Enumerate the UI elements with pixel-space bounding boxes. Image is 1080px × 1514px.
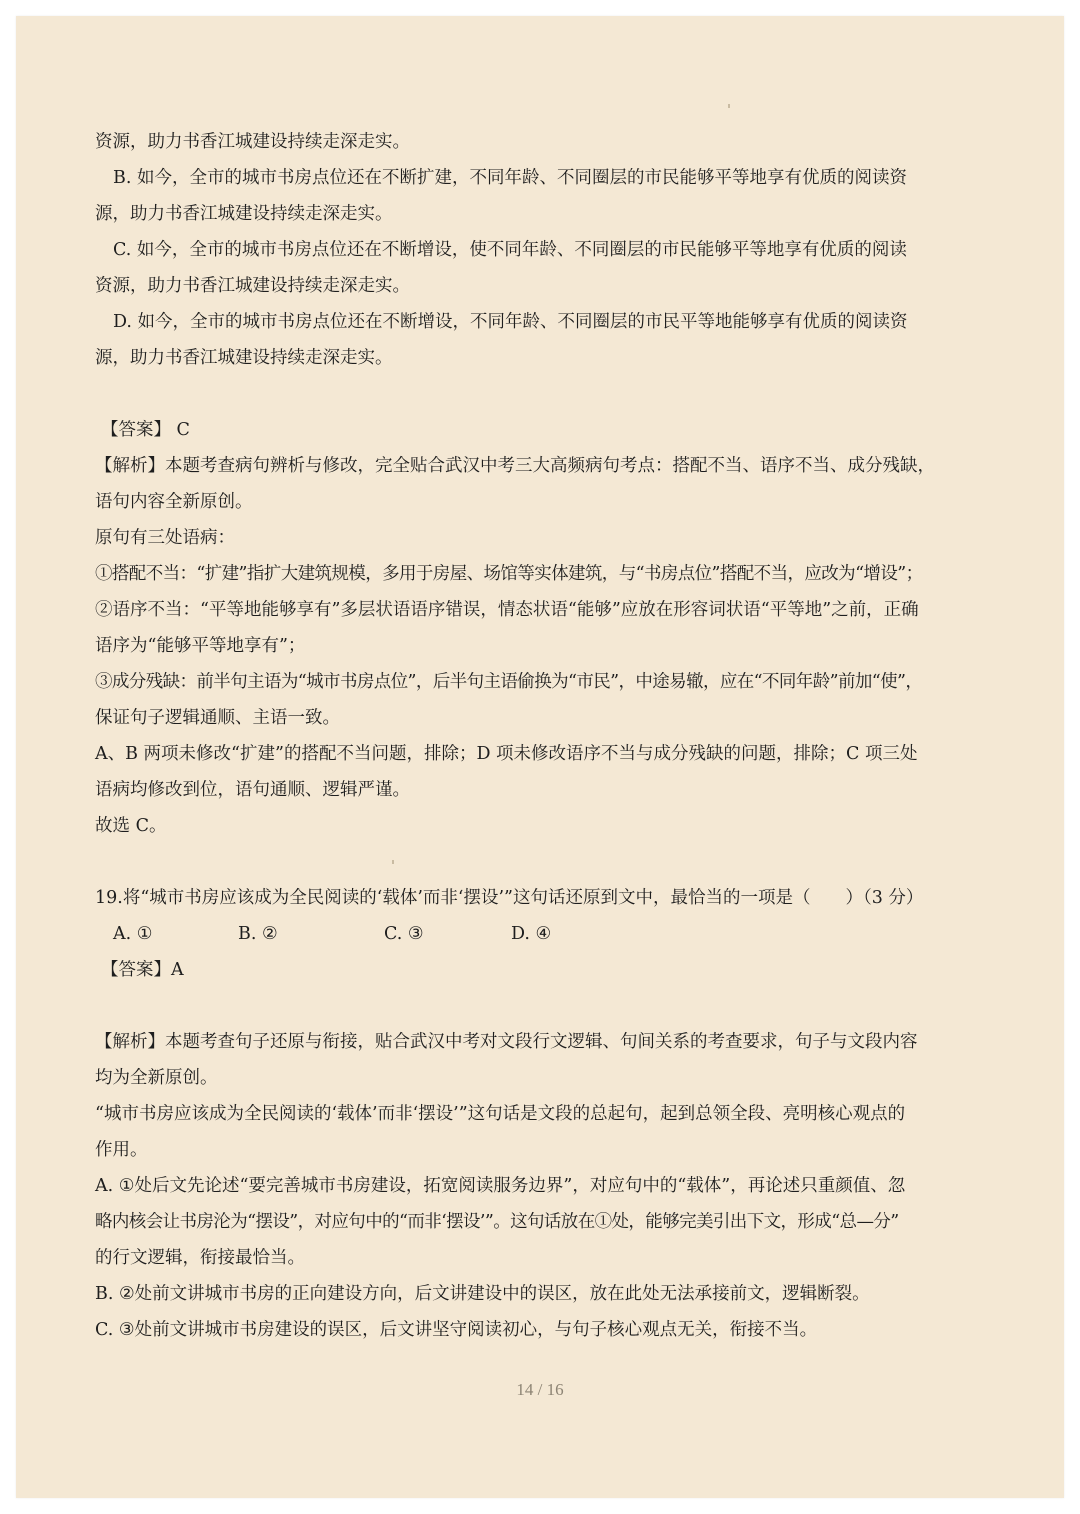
analysis-19-line: 的行文逻辑，衔接最恰当。 bbox=[95, 1248, 305, 1268]
option-d-line-2: 源，助力书香江城建设持续走深走实。 bbox=[95, 348, 393, 368]
option-a-continuation: 资源，助力书香江城建设持续走深走实。 bbox=[95, 132, 410, 152]
analysis-19-line: 均为全新原创。 bbox=[95, 1068, 218, 1088]
page-number: 14 / 16 bbox=[516, 1380, 564, 1399]
question-19-options bbox=[95, 916, 967, 952]
analysis-18-line: 语序为“能够平等地享有”； bbox=[95, 636, 306, 656]
analysis-19-line: C. ③处前文讲城市书房建设的误区，后文讲坚守阅读初心，与句子核心观点无关，衔接不当。 bbox=[95, 1320, 818, 1340]
option-b-line-1: B. 如今，全市的城市书房点位还在不断扩建，不同年龄、不同圈层的市民能够平等地享有优质的阅读资 bbox=[113, 168, 907, 188]
analysis-19-line: “城市书房应该成为全民阅读的‘载体’而非‘摆设’”这句话是文段的总起句，起到总领全段、亮明核心观点的 bbox=[95, 1104, 906, 1124]
analysis-19-line: 【解析】本题考查句子还原与衔接，贴合武汉中考对文段行文逻辑、句间关系的考查要求，句子与文段内容 bbox=[95, 1032, 918, 1052]
analysis-18-line: 保证句子逻辑通顺、主语一致。 bbox=[95, 708, 340, 728]
page-content bbox=[95, 124, 967, 1348]
option-c: C. ③ bbox=[384, 924, 424, 944]
analysis-18-line: ③成分残缺：前半句主语为“城市书房点位”，后半句主语偷换为“市民”，中途易辙，应在“不同年龄”前加“使”， bbox=[95, 672, 923, 692]
analysis-18-line: ②语序不当：“平等地能够享有”多层状语语序错误，情态状语“能够”应放在形容词状语“平等地”之前，正确 bbox=[95, 600, 919, 620]
option-b: B. ② bbox=[238, 924, 278, 944]
analysis-18-line: 【解析】本题考查病句辨析与修改，完全贴合武汉中考三大高频病句考点：搭配不当、语序不当、成分残缺， bbox=[95, 456, 935, 476]
scan-speck bbox=[728, 104, 730, 108]
analysis-19-line: 略内核会让书房沦为“摆设”，对应句中的“而非‘摆设’”。这句话放在①处，能够完美引出下文，形成“总—分” bbox=[95, 1212, 899, 1232]
analysis-19-line: B. ②处前文讲城市书房的正向建设方向，后文讲建设中的误区，放在此处无法承接前文，逻辑断裂。 bbox=[95, 1284, 870, 1304]
analysis-18-line: 语句内容全新原创。 bbox=[95, 492, 253, 512]
answer-18: 【答案】 C bbox=[101, 420, 190, 440]
analysis-18-line: 语病均修改到位，语句通顺、逻辑严谨。 bbox=[95, 780, 410, 800]
option-d-line-1: D. 如今，全市的城市书房点位还在不断增设，不同年龄、不同圈层的市民平等地能够享有优质的阅读资 bbox=[113, 312, 908, 332]
option-b-line-2: 源，助力书香江城建设持续走深走实。 bbox=[95, 204, 393, 224]
analysis-18-line: A、B 两项未修改“扩建”的搭配不当问题，排除；D 项未修改语序不当与成分残缺的问题，排除；C 项三处 bbox=[95, 744, 918, 764]
answer-19: 【答案】A bbox=[101, 960, 184, 980]
option-d: D. ④ bbox=[511, 924, 552, 944]
option-c-line-1: C. 如今，全市的城市书房点位还在不断增设，使不同年龄、不同圈层的市民能够平等地享有优质的阅读 bbox=[113, 240, 907, 260]
analysis-19-line: 作用。 bbox=[95, 1140, 148, 1160]
analysis-19-line: A. ①处后文先论述“要完善城市书房建设，拓宽阅读服务边界”，对应句中的“载体”，再论述只重颜值、忽 bbox=[95, 1176, 906, 1196]
question-19-stem: 19.将“城市书房应该成为全民阅读的‘载体’而非‘摆设’”这句话还原到文中，最恰当的一项是（ ）（3 分） bbox=[95, 888, 924, 908]
option-c-line-2: 资源，助力书香江城建设持续走深走实。 bbox=[95, 276, 410, 296]
option-a: A. ① bbox=[113, 924, 153, 944]
analysis-18-line: 原句有三处语病： bbox=[95, 528, 235, 548]
analysis-18-line: ①搭配不当：“扩建”指扩大建筑规模，多用于房屋、场馆等实体建筑，与“书房点位”搭配不当，应改为“增设”； bbox=[95, 564, 923, 584]
analysis-18-line: 故选 C。 bbox=[95, 816, 167, 836]
